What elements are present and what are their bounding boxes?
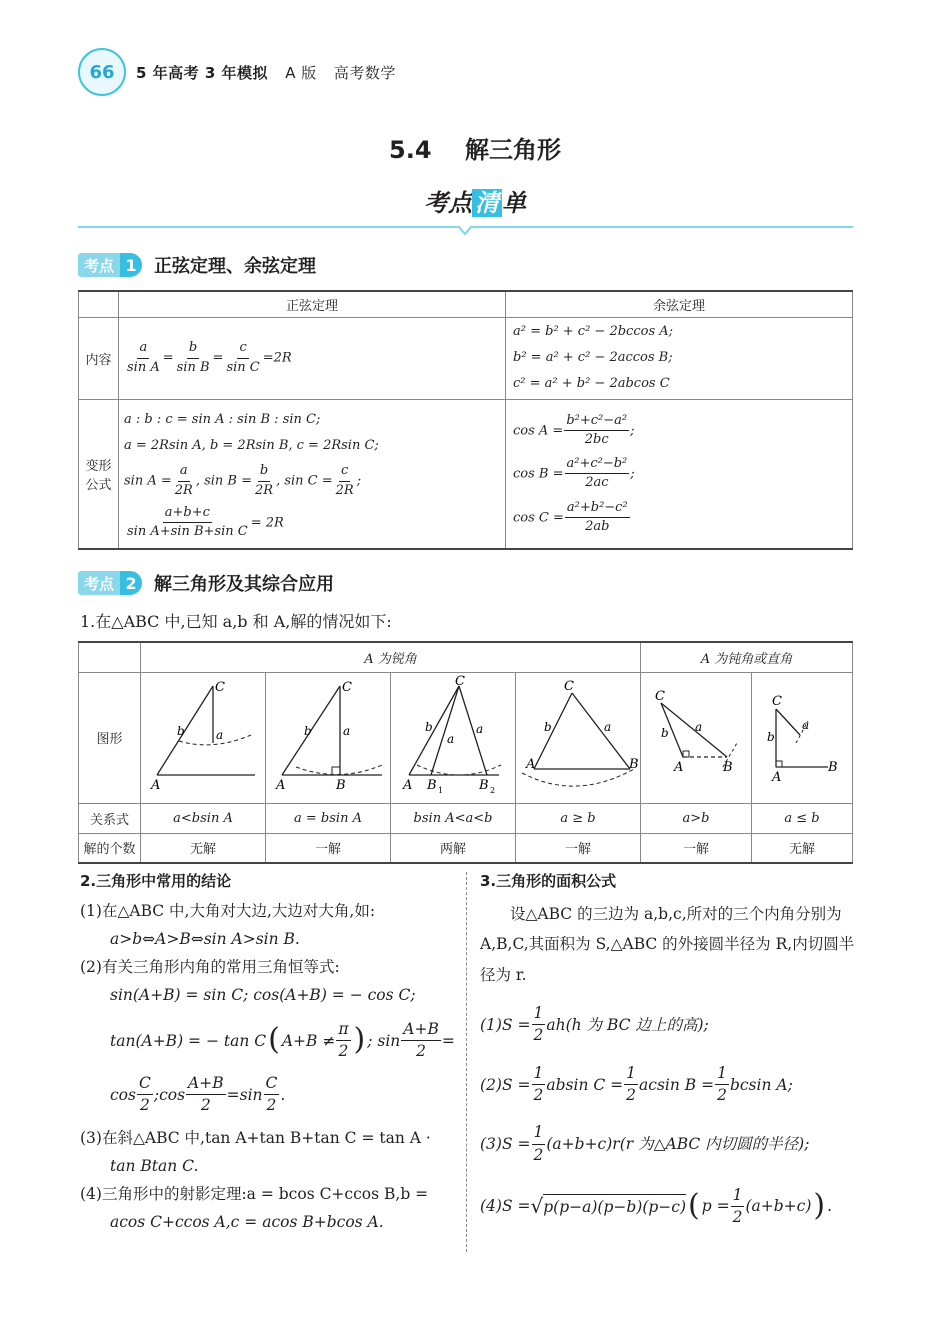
triangle-obtuse-one-solution bbox=[641, 673, 751, 799]
count-cell: 一解 bbox=[641, 833, 752, 863]
sin-c-half-numerator: C bbox=[264, 1074, 280, 1095]
triangle-a-ge-b bbox=[516, 673, 640, 799]
half-numerator: 1 bbox=[532, 1004, 546, 1025]
paren-open: ( bbox=[268, 1022, 280, 1058]
sin-variant-end: ; bbox=[356, 473, 362, 489]
figure-case-3 bbox=[391, 672, 516, 803]
sin-c-half-prefix: =sin bbox=[226, 1085, 263, 1104]
figure-case-1 bbox=[141, 672, 266, 803]
paren-close: ) bbox=[813, 1188, 826, 1224]
sine-law-fraction-b bbox=[175, 340, 212, 376]
paren-open: ( bbox=[688, 1188, 700, 1224]
sine-variant-sum bbox=[124, 505, 505, 541]
area-4-end: . bbox=[827, 1197, 833, 1216]
conclusion-4: (4)三角形中的射影定理:a = bcos C+ccos B,b = bbox=[80, 1184, 429, 1203]
conclusion-1: (1)在△ABC 中,大角对大边,大边对大角,如: bbox=[80, 902, 376, 921]
sin-a-fraction bbox=[173, 463, 195, 499]
kaodian-badge: 考点 bbox=[78, 253, 120, 277]
cos-half-denominator: 2 bbox=[139, 1096, 150, 1115]
cos-b-numerator: a²+c²−b² bbox=[565, 456, 630, 474]
cos-a-variant bbox=[513, 413, 852, 449]
half-denominator: 2 bbox=[533, 1145, 544, 1164]
sine-law-rhs: =2R bbox=[262, 350, 292, 366]
figure-case-4 bbox=[516, 672, 641, 803]
pi-denominator: 2 bbox=[338, 1042, 349, 1061]
area-3-prefix: (3)S = bbox=[480, 1135, 531, 1154]
cosine-law-header: 余弦定理 bbox=[506, 291, 853, 317]
half-denominator: 2 bbox=[732, 1207, 743, 1226]
pi-numerator: π bbox=[336, 1020, 350, 1041]
label-C: C bbox=[342, 679, 352, 695]
label-A: A bbox=[151, 777, 161, 793]
row-label-relation: 关系式 bbox=[79, 803, 141, 833]
half-denominator: 2 bbox=[533, 1086, 544, 1105]
triangle-right-one-solution bbox=[266, 673, 390, 799]
half-numerator: 1 bbox=[624, 1064, 638, 1085]
sum-fraction bbox=[125, 505, 250, 541]
cases-header-row bbox=[79, 642, 853, 672]
kaodian-title: 正弦定理、余弦定理 bbox=[154, 256, 317, 277]
cosine-law-b: b² = a² + c² − 2accos B; bbox=[513, 350, 673, 365]
label-A: A bbox=[526, 756, 536, 772]
label-a-inner: a bbox=[447, 731, 455, 746]
kaodian-number: 2 bbox=[120, 571, 142, 595]
half-fraction bbox=[715, 1064, 729, 1106]
cos-b-prefix: cos B = bbox=[513, 466, 564, 482]
sine-law-fraction-c bbox=[224, 340, 261, 376]
conclusion-3: (3)在斜△ABC 中,tan A+tan B+tan C = tan A · bbox=[80, 1128, 431, 1147]
conclusion-2-line3 bbox=[80, 1074, 455, 1116]
page-number-badge bbox=[78, 48, 126, 96]
count-cell: 两解 bbox=[391, 833, 516, 863]
label-a: a bbox=[604, 719, 612, 734]
label-b: b bbox=[425, 719, 433, 734]
cos-half-fraction bbox=[137, 1074, 153, 1116]
sine-variants-cell bbox=[119, 399, 506, 549]
area-1-body: ah(h 为 BC 边上的高); bbox=[546, 1015, 709, 1034]
cos-sum-prefix: ;cos bbox=[153, 1085, 186, 1104]
label-B2: B bbox=[479, 777, 489, 793]
semi-perimeter-label: p = bbox=[701, 1197, 730, 1216]
label-B: B bbox=[828, 759, 838, 775]
sin-c-fraction bbox=[334, 463, 356, 499]
half-denominator: 2 bbox=[626, 1086, 637, 1105]
sin-c-numerator: c bbox=[339, 463, 350, 481]
sin-c-half-fraction bbox=[264, 1074, 280, 1116]
label-B1-subscript: 1 bbox=[438, 785, 444, 795]
cases-table bbox=[78, 641, 853, 864]
book-title: 5 年高考 3 年模拟 bbox=[136, 64, 269, 82]
conclusion-2-end: . bbox=[280, 1085, 286, 1104]
relation-cell: bsin A<a<b bbox=[391, 803, 516, 833]
sin-a-prefix: sin A = bbox=[124, 473, 172, 489]
cos-c-fraction bbox=[565, 500, 630, 536]
sin-half-numerator: A+B bbox=[401, 1020, 441, 1041]
label-A: A bbox=[403, 777, 413, 793]
variant-row bbox=[79, 399, 853, 549]
cos-c-prefix: cos C = bbox=[513, 509, 564, 525]
half-fraction bbox=[532, 1123, 546, 1165]
edition: A 版 bbox=[285, 64, 317, 82]
sine-variant-2r: a = 2Rsin A, b = 2Rsin B, c = 2Rsin C; bbox=[124, 438, 379, 454]
semi-perimeter-body: (a+b+c) bbox=[745, 1197, 812, 1216]
sin-b-fraction bbox=[253, 463, 275, 499]
kaodian-1-heading bbox=[78, 252, 316, 278]
label-a-outer: a bbox=[476, 721, 484, 736]
area-2-part-b: acsin B = bbox=[639, 1075, 715, 1094]
area-4-prefix: (4)S = bbox=[480, 1197, 531, 1216]
area-formula-1 bbox=[480, 1004, 855, 1046]
area-formula-2 bbox=[480, 1064, 855, 1106]
conclusion-2-line2 bbox=[80, 1017, 455, 1064]
relation-cell: a ≤ b bbox=[752, 803, 853, 833]
page-number: 66 bbox=[89, 61, 115, 83]
half-numerator: 1 bbox=[532, 1123, 546, 1144]
relation-row bbox=[79, 803, 853, 833]
label-B: B bbox=[336, 777, 346, 793]
count-cell: 无解 bbox=[752, 833, 853, 863]
label-A: A bbox=[276, 777, 286, 793]
half-fraction bbox=[532, 1004, 546, 1046]
half-numerator: 1 bbox=[532, 1064, 546, 1085]
acute-header: A 为锐角 bbox=[141, 642, 641, 672]
half-fraction bbox=[731, 1186, 745, 1228]
triangle-obtuse-no-solution bbox=[752, 673, 852, 799]
sum-numerator: a+b+c bbox=[163, 505, 212, 523]
sin-half-fraction bbox=[401, 1020, 441, 1062]
conclusions-title: 2.三角形中常用的结论 bbox=[80, 872, 232, 890]
cos-b-fraction bbox=[565, 456, 630, 492]
sine-law-equals-1: = bbox=[162, 350, 174, 366]
sine-law-cell bbox=[119, 317, 506, 399]
sum-rhs: = 2R bbox=[250, 515, 284, 530]
label-b: b bbox=[661, 725, 669, 740]
label-b: b bbox=[544, 719, 552, 734]
conclusion-4-formula: acos C+ccos A,c = acos B+bcos A. bbox=[110, 1212, 384, 1231]
conclusions-column bbox=[80, 870, 455, 1238]
cosine-law-a: a² = b² + c² − 2bccos A; bbox=[513, 324, 674, 339]
banner-text-pre: 考点 bbox=[424, 189, 472, 217]
cos-b-end: ; bbox=[630, 466, 635, 482]
sqrt-icon: √ bbox=[530, 1193, 544, 1218]
label-a: a bbox=[802, 717, 810, 732]
area-column bbox=[480, 870, 855, 1248]
label-B1: B bbox=[427, 777, 437, 793]
law-table bbox=[78, 290, 853, 550]
cases-intro: 1.在△ABC 中,已知 a,b 和 A,解的情况如下: bbox=[80, 612, 392, 631]
tan-condition: A+B ≠ bbox=[281, 1031, 336, 1050]
sin-b-numerator: b bbox=[258, 463, 270, 481]
sine-law-denominator-c: sin C bbox=[226, 359, 260, 375]
sine-law-numerator-b: b bbox=[187, 340, 199, 358]
figure-case-2 bbox=[266, 672, 391, 803]
label-b: b bbox=[767, 729, 775, 744]
half-numerator: 1 bbox=[715, 1064, 729, 1085]
kaodian-title: 解三角形及其综合应用 bbox=[154, 574, 335, 595]
sine-law-denominator-b: sin B bbox=[176, 359, 210, 375]
area-2-prefix: (2)S = bbox=[480, 1075, 531, 1094]
sine-law-equals-2: = bbox=[212, 350, 224, 366]
area-formula-3 bbox=[480, 1123, 855, 1165]
label-C: C bbox=[655, 688, 665, 704]
label-C: C bbox=[455, 673, 465, 689]
banner-notch-icon bbox=[458, 226, 472, 236]
label-a: a bbox=[343, 723, 351, 738]
banner-text-post: 单 bbox=[502, 189, 526, 217]
cosine-variants-cell bbox=[506, 399, 853, 549]
relation-cell: a = bsin A bbox=[266, 803, 391, 833]
sin-a-numerator: a bbox=[178, 463, 190, 481]
sine-law-denominator-a: sin A bbox=[127, 359, 160, 375]
sine-variant-ratio: a : b : c = sin A : sin B : sin C; bbox=[124, 412, 321, 428]
sine-law-fraction-a bbox=[125, 340, 162, 376]
area-title: 3.三角形的面积公式 bbox=[480, 872, 617, 890]
variant-label-line2: 公式 bbox=[85, 477, 112, 493]
row-label-count: 解的个数 bbox=[79, 833, 141, 863]
sine-law-header: 正弦定理 bbox=[119, 291, 506, 317]
sine-variant-sin bbox=[124, 463, 505, 499]
running-header bbox=[136, 62, 396, 83]
triangle-no-solution-acute bbox=[141, 673, 265, 799]
label-B: B bbox=[629, 756, 639, 772]
label-a: a bbox=[695, 719, 703, 734]
conclusion-3-formula: tan Btan C. bbox=[110, 1156, 199, 1175]
half-fraction bbox=[624, 1064, 638, 1106]
count-row bbox=[79, 833, 853, 863]
cos-a-end: ; bbox=[630, 422, 635, 438]
relation-cell: a>b bbox=[641, 803, 752, 833]
cos-sum-numerator: A+B bbox=[186, 1074, 226, 1095]
heron-radicand: p(p−a)(p−b)(p−c) bbox=[543, 1194, 686, 1219]
variant-label-line1: 变形 bbox=[85, 458, 112, 474]
sine-law-numerator-c: c bbox=[237, 340, 248, 358]
kaodian-2-heading bbox=[78, 570, 334, 596]
area-3-body: (a+b+c)r(r 为△ABC 内切圆的半径); bbox=[546, 1135, 810, 1154]
cos-a-numerator: b²+c²−a² bbox=[564, 413, 629, 431]
conclusion-1-formula: a>b⇔A>B⇔sin A>sin B. bbox=[110, 930, 300, 949]
area-intro: 设△ABC 的三边为 a,b,c,所对的三个内角分别为 A,B,C,其面积为 S,△ABC 的外接圆半径为 R,内切圆半径为 r. bbox=[480, 905, 855, 984]
cos-c-numerator: a²+b²−c² bbox=[565, 500, 630, 518]
cos-b-denominator: 2ac bbox=[585, 475, 609, 491]
area-2-part-a: absin C = bbox=[546, 1075, 624, 1094]
kaodian-number: 1 bbox=[120, 253, 142, 277]
triangle-two-solutions bbox=[391, 673, 515, 799]
content-row bbox=[79, 317, 853, 399]
sin-b-prefix: , sin B = bbox=[195, 473, 252, 489]
label-B2-subscript: 2 bbox=[490, 785, 496, 795]
section-title bbox=[0, 130, 950, 165]
subject: 高考数学 bbox=[333, 64, 396, 82]
half-denominator: 2 bbox=[717, 1086, 727, 1105]
cos-b-variant bbox=[513, 456, 852, 492]
relation-cell: a ≥ b bbox=[516, 803, 641, 833]
sin-c-denominator: 2R bbox=[335, 482, 354, 498]
pi-half bbox=[336, 1020, 350, 1062]
cos-sum-fraction bbox=[186, 1074, 226, 1116]
law-table-header bbox=[79, 291, 853, 317]
label-C: C bbox=[215, 679, 225, 695]
sin-half-equals: = bbox=[441, 1031, 455, 1050]
area-formula-4 bbox=[480, 1183, 855, 1230]
count-cell: 无解 bbox=[141, 833, 266, 863]
obtuse-header: A 为钝角或直角 bbox=[641, 642, 853, 672]
sin-a-denominator: 2R bbox=[174, 482, 193, 498]
half-numerator: 1 bbox=[731, 1186, 745, 1207]
sin-half-denominator: 2 bbox=[416, 1042, 427, 1061]
section-number: 5.4 bbox=[389, 136, 432, 164]
cos-sum-denominator: 2 bbox=[200, 1096, 211, 1115]
label-a: a bbox=[216, 727, 224, 742]
label-b: b bbox=[177, 723, 185, 738]
banner-text-highlight: 清 bbox=[472, 189, 502, 217]
half-fraction bbox=[532, 1064, 546, 1106]
cos-a-denominator: 2bc bbox=[584, 431, 609, 447]
label-C: C bbox=[564, 678, 574, 694]
label-b: b bbox=[304, 723, 312, 738]
sin-half-prefix: ; sin bbox=[367, 1031, 401, 1050]
row-label-variant bbox=[79, 399, 119, 549]
label-A: A bbox=[772, 769, 782, 785]
relation-cell: a<bsin A bbox=[141, 803, 266, 833]
count-cell: 一解 bbox=[266, 833, 391, 863]
sin-c-prefix: , sin C = bbox=[276, 473, 333, 489]
conclusion-2: (2)有关三角形内角的常用三角恒等式: bbox=[80, 958, 340, 977]
cos-c-variant bbox=[513, 500, 852, 536]
tan-identity: tan(A+B) = − tan C bbox=[110, 1031, 267, 1050]
sin-b-denominator: 2R bbox=[255, 482, 274, 498]
section-name: 解三角形 bbox=[464, 136, 561, 164]
kaodian-badge: 考点 bbox=[78, 571, 120, 595]
cos-c-denominator: 2ab bbox=[585, 518, 610, 534]
cos-a-prefix: cos A = bbox=[513, 422, 564, 438]
cos-half-prefix: cos bbox=[110, 1085, 136, 1104]
sum-denominator: sin A+sin B+sin C bbox=[127, 524, 248, 539]
paren-close: ) bbox=[353, 1022, 366, 1058]
label-C: C bbox=[772, 693, 782, 709]
half-denominator: 2 bbox=[533, 1026, 544, 1045]
corner-cell bbox=[79, 291, 119, 317]
figure-case-6 bbox=[752, 672, 853, 803]
cosine-law-cell bbox=[506, 317, 853, 399]
label-B: B bbox=[723, 759, 733, 775]
sine-law-numerator-a: a bbox=[137, 340, 149, 358]
sin-c-half-denominator: 2 bbox=[266, 1096, 277, 1115]
count-cell: 一解 bbox=[516, 833, 641, 863]
row-label-content: 内容 bbox=[79, 317, 119, 399]
cos-a-fraction bbox=[564, 413, 629, 449]
cos-half-numerator: C bbox=[137, 1074, 153, 1095]
row-label-figure: 图形 bbox=[79, 672, 141, 803]
conclusion-2-line1: sin(A+B) = sin C; cos(A+B) = − cos C; bbox=[110, 986, 416, 1005]
kaodian-banner bbox=[0, 183, 950, 218]
label-A: A bbox=[674, 759, 684, 775]
cosine-law-c: c² = a² + b² − 2abcos C bbox=[513, 376, 670, 391]
area-2-part-c: bcsin A; bbox=[729, 1075, 793, 1094]
cases-corner bbox=[79, 642, 141, 672]
figure-row bbox=[79, 672, 853, 803]
column-divider bbox=[466, 872, 467, 1252]
figure-case-5 bbox=[641, 672, 752, 803]
area-1-prefix: (1)S = bbox=[480, 1015, 531, 1034]
